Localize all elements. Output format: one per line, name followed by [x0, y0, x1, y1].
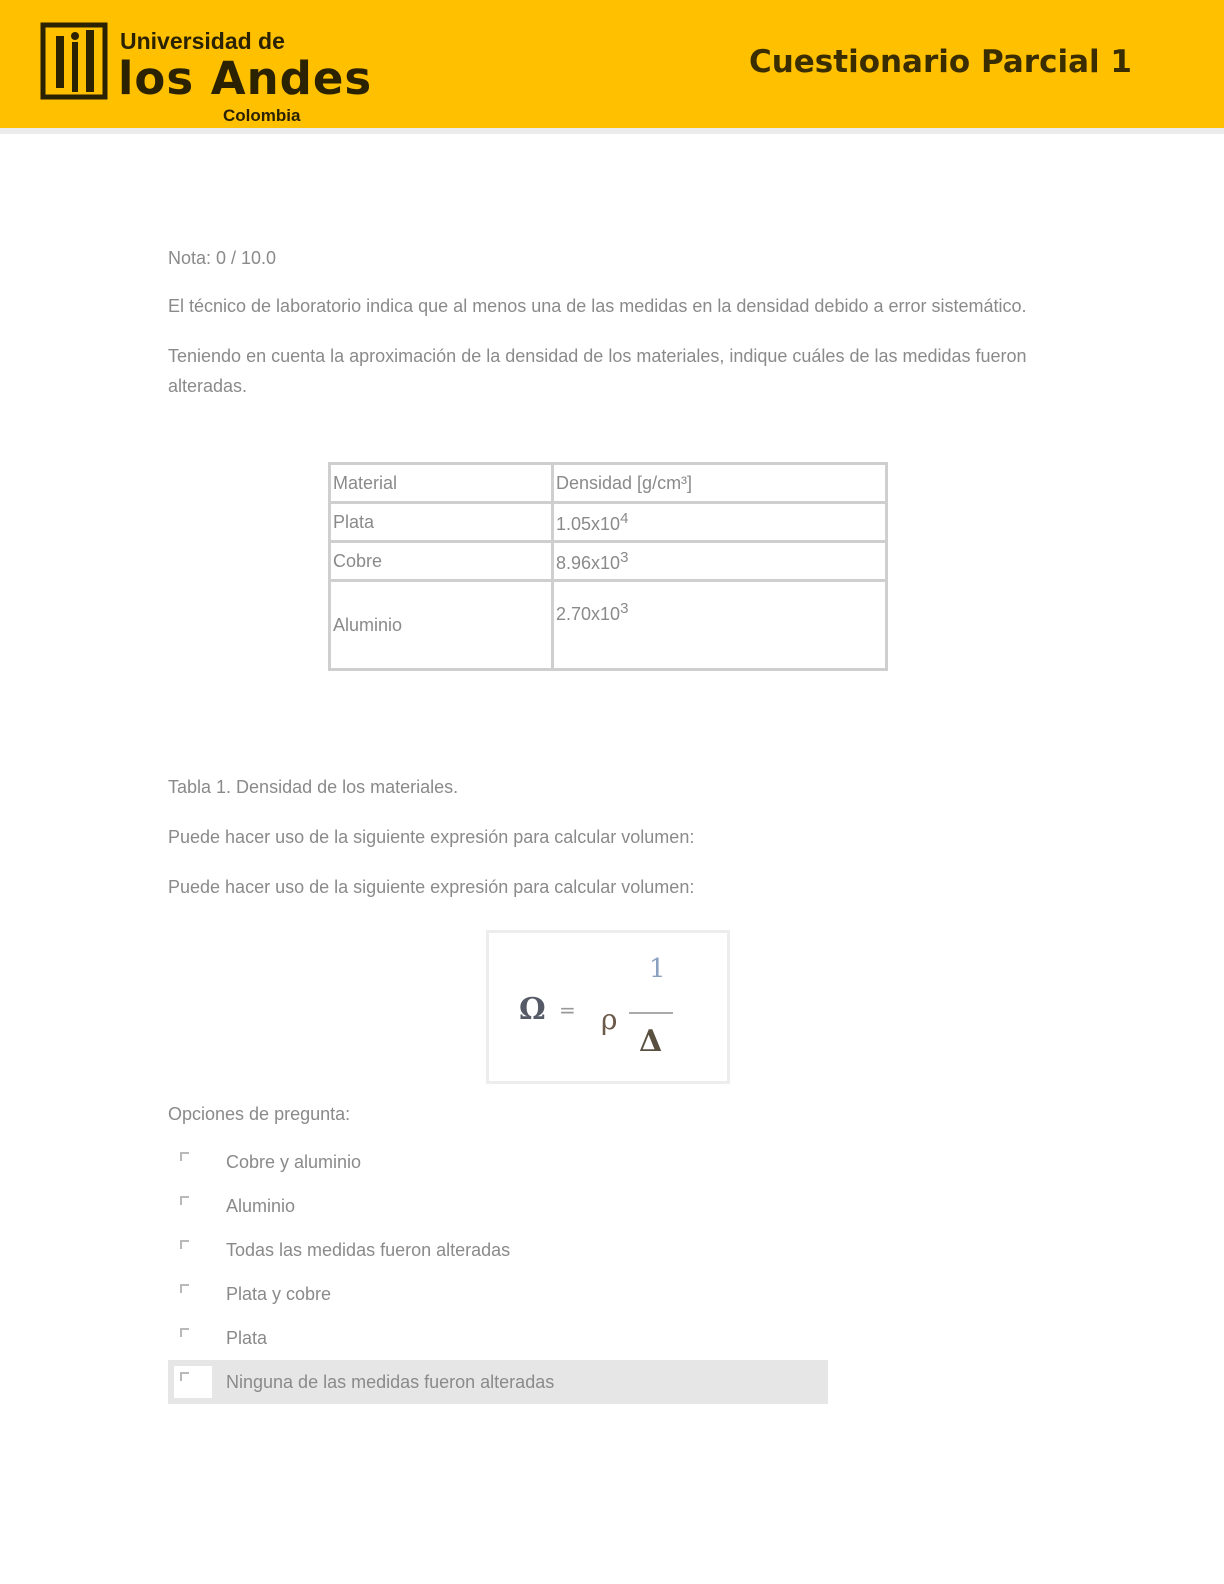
- table-row: [330, 581, 887, 670]
- answer-option-label: Aluminio: [226, 1195, 296, 1216]
- answer-option-selected[interactable]: [168, 1360, 828, 1404]
- radio-icon[interactable]: [174, 1278, 212, 1310]
- table-row: [330, 503, 887, 542]
- radio-icon[interactable]: [174, 1190, 212, 1222]
- table-cell-density: [553, 542, 887, 581]
- question-intro: El técnico de laboratorio indica que al menos una de las medidas en la densidad debido a error sistemático.: [168, 296, 1027, 316]
- table-cell-density: [553, 581, 887, 670]
- logo-emblem-icon: [40, 22, 110, 102]
- formula-lhs: Ω: [519, 992, 546, 1027]
- density-table: [328, 462, 888, 671]
- formula-numerator: 1: [649, 954, 666, 984]
- answer-option[interactable]: [168, 1184, 828, 1228]
- formula-graphic: [489, 933, 727, 1081]
- answer-option-label: Plata: [226, 1327, 268, 1348]
- answer-option[interactable]: [168, 1272, 828, 1316]
- radio-icon[interactable]: [174, 1366, 212, 1398]
- formula-note-2: Puede hacer uso de la siguiente expresión para calcular volumen:: [168, 877, 695, 897]
- page-header: [0, 0, 1224, 134]
- density-value: 2.70x10: [556, 604, 621, 624]
- answer-option[interactable]: [168, 1316, 828, 1360]
- question-body: [168, 248, 1048, 421]
- table-row: [330, 542, 887, 581]
- formula-base: ρ: [601, 1003, 618, 1036]
- radio-icon[interactable]: [174, 1322, 212, 1354]
- question-prompt: Teniendo en cuenta la aproximación de la densidad de los materiales, indique cuáles de las medidas fueron alteradas.: [168, 346, 1027, 396]
- logo-text-line3: Colombia: [223, 106, 301, 125]
- answer-option-label: Plata y cobre: [226, 1283, 332, 1304]
- university-logo: [40, 22, 373, 126]
- table-cell-material: Plata: [330, 503, 553, 542]
- density-exponent: 4: [620, 509, 629, 527]
- options-label: Opciones de pregunta:: [168, 1104, 351, 1124]
- answer-option-label: Todas las medidas fueron alteradas: [226, 1239, 511, 1260]
- formula-denominator: Δ: [639, 1024, 663, 1059]
- table-header-row: [330, 464, 887, 503]
- table-cell-density: [553, 503, 887, 542]
- formula-image: [486, 930, 730, 1084]
- density-exponent: 3: [620, 600, 629, 617]
- density-value: 8.96x10: [556, 552, 621, 573]
- answer-option-label: Ninguna de las medidas fueron alteradas: [226, 1371, 555, 1392]
- page-title: Cuestionario Parcial 1: [748, 44, 1132, 80]
- formula-note-1: Puede hacer uso de la siguiente expresión para calcular volumen:: [168, 827, 695, 847]
- table-header-cell: Material: [330, 464, 553, 503]
- radio-icon[interactable]: [174, 1146, 212, 1178]
- formula-equals: =: [559, 998, 576, 1022]
- radio-icon[interactable]: [174, 1234, 212, 1266]
- table-cell-material: Cobre: [330, 542, 553, 581]
- answer-option[interactable]: [168, 1228, 828, 1272]
- logo-text-line1: Universidad de: [120, 28, 285, 54]
- answer-option[interactable]: [168, 1140, 828, 1184]
- table-caption: Tabla 1. Densidad de los materiales.: [168, 777, 459, 797]
- table-header-cell: Densidad [g/cm³]: [553, 464, 887, 503]
- density-exponent: 3: [620, 548, 629, 566]
- density-value: 1.05x10: [556, 513, 621, 534]
- table-cell-material: Aluminio: [330, 581, 553, 670]
- answer-options: [168, 1140, 828, 1404]
- question-notes: [168, 772, 1048, 922]
- logo-text-line2: los Andes: [118, 52, 373, 105]
- answer-option-label: Cobre y aluminio: [226, 1151, 362, 1172]
- question-score: Nota: 0 / 10.0: [168, 248, 277, 268]
